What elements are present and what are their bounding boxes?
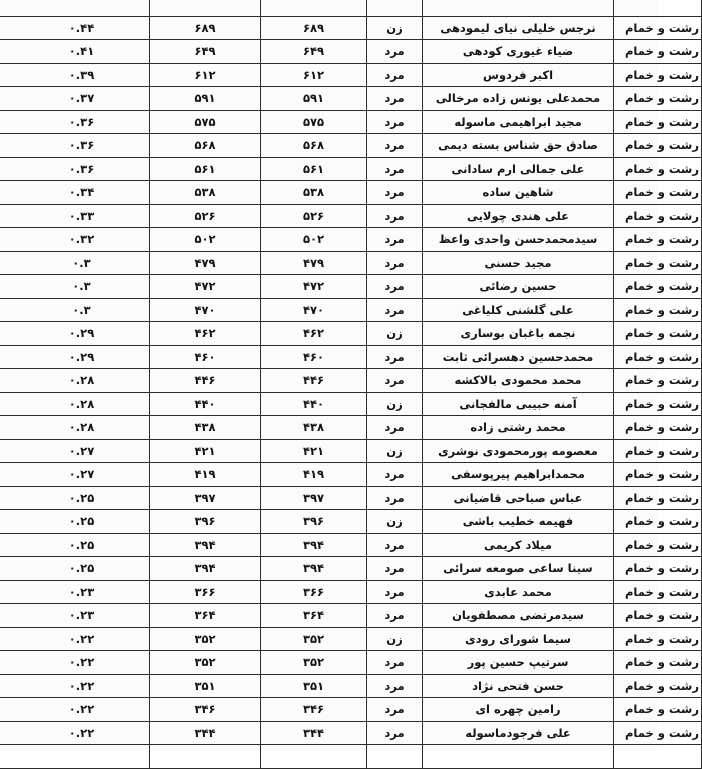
name-cell: آمنه حبیبی مالفجانی	[423, 392, 614, 416]
gender-cell: مرد	[367, 251, 423, 275]
ratio-cell	[0, 0, 150, 16]
city-cell: رشت و خمام	[614, 16, 702, 40]
gender-cell: مرد	[367, 369, 423, 393]
ratio-cell: ۰.۳۶	[0, 157, 150, 181]
votes-cell: ۴۶۲	[261, 322, 367, 346]
gender-cell: مرد	[367, 651, 423, 675]
city-cell: رشت و خمام	[614, 627, 702, 651]
city-cell: رشت و خمام	[614, 345, 702, 369]
votes-cell: ۴۴۶	[261, 369, 367, 393]
city-cell: رشت و خمام	[614, 416, 702, 440]
votes-cell: ۶۱۲	[261, 63, 367, 87]
ratio-cell: ۰.۳۶	[0, 110, 150, 134]
city-cell: رشت و خمام	[614, 228, 702, 252]
votes-cell: ۳۵۱	[261, 674, 367, 698]
votes-cell: ۶۱۲	[150, 63, 261, 87]
table-row	[0, 698, 702, 722]
votes-cell: ۶۸۹	[261, 16, 367, 40]
ratio-cell: ۰.۳۲	[0, 228, 150, 252]
gender-cell: مرد	[367, 228, 423, 252]
ratio-cell: ۰.۲۲	[0, 721, 150, 745]
table-row	[0, 322, 702, 346]
city-cell: رشت و خمام	[614, 510, 702, 534]
name-cell: عباس صباحی قاضیانی	[423, 486, 614, 510]
name-cell: معصومه پورمحمودی نوشری	[423, 439, 614, 463]
table-row	[0, 0, 702, 16]
votes-cell	[261, 0, 367, 16]
name-cell: محمدعلی یونس زاده مرخالی	[423, 87, 614, 111]
votes-cell: ۳۴۶	[150, 698, 261, 722]
votes-cell: ۳۹۷	[261, 486, 367, 510]
name-cell: شاهین ساده	[423, 181, 614, 205]
gender-cell: زن	[367, 392, 423, 416]
ratio-cell	[0, 745, 150, 769]
table-row	[0, 228, 702, 252]
votes-cell: ۳۹۴	[150, 557, 261, 581]
name-cell: علی جمالی ارم سادانی	[423, 157, 614, 181]
votes-cell: ۴۶۰	[150, 345, 261, 369]
ratio-cell: ۰.۴۴	[0, 16, 150, 40]
table-row	[0, 204, 702, 228]
city-cell: رشت و خمام	[614, 204, 702, 228]
table-row	[0, 486, 702, 510]
votes-cell: ۴۶۰	[261, 345, 367, 369]
city-cell: رشت و خمام	[614, 63, 702, 87]
votes-cell: ۳۹۶	[261, 510, 367, 534]
gender-cell: مرد	[367, 134, 423, 158]
ratio-cell: ۰.۲۵	[0, 510, 150, 534]
name-cell: ضیاء غیوری کودهی	[423, 40, 614, 64]
name-cell: سیدمرتضی مصطفویان	[423, 604, 614, 628]
ratio-cell: ۰.۲۹	[0, 322, 150, 346]
table-row	[0, 16, 702, 40]
name-cell: مجید ابراهیمی ماسوله	[423, 110, 614, 134]
gender-cell	[367, 745, 423, 769]
ratio-cell: ۰.۴۱	[0, 40, 150, 64]
votes-cell: ۵۰۲	[261, 228, 367, 252]
votes-cell: ۵۲۶	[150, 204, 261, 228]
city-cell: رشت و خمام	[614, 721, 702, 745]
gender-cell: مرد	[367, 157, 423, 181]
gender-cell: مرد	[367, 345, 423, 369]
votes-cell: ۶۸۹	[150, 16, 261, 40]
gender-cell: مرد	[367, 604, 423, 628]
table-row	[0, 157, 702, 181]
city-cell: رشت و خمام	[614, 369, 702, 393]
gender-cell: مرد	[367, 87, 423, 111]
name-cell: محمدابراهیم پیرپوسفی	[423, 463, 614, 487]
name-cell: میلاد کریمی	[423, 533, 614, 557]
ratio-cell: ۰.۲۸	[0, 369, 150, 393]
name-cell: محمد عابدی	[423, 580, 614, 604]
votes-cell: ۵۹۱	[261, 87, 367, 111]
gender-cell: مرد	[367, 298, 423, 322]
table-row	[0, 557, 702, 581]
ratio-cell: ۰.۲۲	[0, 627, 150, 651]
ratio-cell: ۰.۲۵	[0, 533, 150, 557]
name-cell: حسن فتحی نژاد	[423, 674, 614, 698]
city-cell: رشت و خمام	[614, 651, 702, 675]
votes-cell: ۳۹۴	[261, 533, 367, 557]
city-cell: رشت و خمام	[614, 392, 702, 416]
table-row	[0, 627, 702, 651]
votes-cell: ۳۹۶	[150, 510, 261, 534]
votes-cell: ۵۲۶	[261, 204, 367, 228]
name-cell: نجمه باغبان بوساری	[423, 322, 614, 346]
votes-cell: ۶۴۹	[150, 40, 261, 64]
votes-cell: ۳۶۶	[261, 580, 367, 604]
votes-cell: ۳۹۴	[150, 533, 261, 557]
votes-cell: ۵۳۸	[150, 181, 261, 205]
gender-cell: زن	[367, 439, 423, 463]
name-cell: علی گلشنی کلیاغی	[423, 298, 614, 322]
table-row	[0, 134, 702, 158]
gender-cell: مرد	[367, 557, 423, 581]
votes-cell: ۵۶۱	[261, 157, 367, 181]
votes-cell: ۴۷۰	[150, 298, 261, 322]
gender-cell: مرد	[367, 580, 423, 604]
name-cell	[423, 0, 614, 16]
votes-cell: ۳۶۴	[150, 604, 261, 628]
ratio-cell: ۰.۲۸	[0, 392, 150, 416]
ratio-cell: ۰.۲۳	[0, 580, 150, 604]
name-cell: محمدحسین دهسرائی ثابت	[423, 345, 614, 369]
city-cell: رشت و خمام	[614, 486, 702, 510]
gender-cell: مرد	[367, 181, 423, 205]
gender-cell: مرد	[367, 416, 423, 440]
ratio-cell: ۰.۲۹	[0, 345, 150, 369]
table-row	[0, 674, 702, 698]
votes-cell: ۵۶۱	[150, 157, 261, 181]
table-row	[0, 298, 702, 322]
ratio-cell: ۰.۳۶	[0, 134, 150, 158]
name-cell	[423, 745, 614, 769]
name-cell: صادق حق شناس بسته دیمی	[423, 134, 614, 158]
table-row	[0, 439, 702, 463]
votes-cell: ۳۵۲	[261, 651, 367, 675]
city-cell: رشت و خمام	[614, 322, 702, 346]
votes-cell: ۳۶۶	[150, 580, 261, 604]
table-row	[0, 416, 702, 440]
votes-cell: ۳۴۶	[261, 698, 367, 722]
gender-cell: زن	[367, 322, 423, 346]
table-row	[0, 392, 702, 416]
name-cell: اکبر فردوس	[423, 63, 614, 87]
table-row	[0, 463, 702, 487]
votes-cell: ۴۳۸	[150, 416, 261, 440]
votes-cell: ۳۵۲	[150, 651, 261, 675]
votes-cell: ۵۷۵	[150, 110, 261, 134]
gender-cell: مرد	[367, 721, 423, 745]
name-cell: حسین رضائی	[423, 275, 614, 299]
votes-cell: ۴۷۹	[150, 251, 261, 275]
city-cell: رشت و خمام	[614, 698, 702, 722]
votes-cell: ۳۵۱	[150, 674, 261, 698]
ratio-cell: ۰.۳	[0, 298, 150, 322]
votes-cell: ۴۷۰	[261, 298, 367, 322]
city-cell: رشت و خمام	[614, 674, 702, 698]
votes-cell: ۳۵۲	[261, 627, 367, 651]
table-row	[0, 63, 702, 87]
gender-cell: زن	[367, 510, 423, 534]
name-cell: رامین چهره ای	[423, 698, 614, 722]
votes-cell	[150, 745, 261, 769]
votes-cell: ۴۱۹	[261, 463, 367, 487]
gender-cell: مرد	[367, 698, 423, 722]
name-cell: مجید حسنی	[423, 251, 614, 275]
table-row	[0, 745, 702, 769]
city-cell: رشت و خمام	[614, 604, 702, 628]
votes-cell	[150, 0, 261, 16]
votes-cell: ۴۲۱	[261, 439, 367, 463]
ratio-cell: ۰.۳۳	[0, 204, 150, 228]
gender-cell: زن	[367, 627, 423, 651]
votes-cell: ۴۴۰	[261, 392, 367, 416]
name-cell: سرتیپ حسین پور	[423, 651, 614, 675]
table-row	[0, 275, 702, 299]
table-row	[0, 87, 702, 111]
ratio-cell: ۰.۲۳	[0, 604, 150, 628]
votes-cell: ۵۰۲	[150, 228, 261, 252]
table-row	[0, 510, 702, 534]
votes-cell: ۴۱۹	[150, 463, 261, 487]
table-row	[0, 40, 702, 64]
name-cell: سیدمحمدحسن واحدی واعظ	[423, 228, 614, 252]
ratio-cell: ۰.۳	[0, 251, 150, 275]
city-cell	[614, 745, 702, 769]
votes-cell: ۴۶۲	[150, 322, 261, 346]
table-row	[0, 721, 702, 745]
ratio-cell: ۰.۳۴	[0, 181, 150, 205]
votes-cell: ۵۶۸	[150, 134, 261, 158]
ratio-cell: ۰.۲۲	[0, 698, 150, 722]
votes-cell: ۶۴۹	[261, 40, 367, 64]
votes-cell: ۴۷۲	[150, 275, 261, 299]
table-row	[0, 533, 702, 557]
gender-cell: مرد	[367, 110, 423, 134]
city-cell: رشت و خمام	[614, 580, 702, 604]
gender-cell: مرد	[367, 63, 423, 87]
gender-cell: مرد	[367, 674, 423, 698]
city-cell: رشت و خمام	[614, 157, 702, 181]
ratio-cell: ۰.۳	[0, 275, 150, 299]
votes-cell: ۴۴۰	[150, 392, 261, 416]
votes-cell: ۳۶۴	[261, 604, 367, 628]
ratio-cell: ۰.۳۷	[0, 87, 150, 111]
table-row	[0, 651, 702, 675]
table-row	[0, 580, 702, 604]
votes-cell: ۳۹۷	[150, 486, 261, 510]
table-row	[0, 369, 702, 393]
name-cell: علی فرجودماسوله	[423, 721, 614, 745]
table-row	[0, 110, 702, 134]
city-cell: رشت و خمام	[614, 463, 702, 487]
votes-cell: ۴۲۱	[150, 439, 261, 463]
ratio-cell: ۰.۳۹	[0, 63, 150, 87]
table-row	[0, 604, 702, 628]
city-cell: رشت و خمام	[614, 557, 702, 581]
table-row	[0, 181, 702, 205]
votes-cell: ۳۴۴	[150, 721, 261, 745]
votes-cell: ۴۷۹	[261, 251, 367, 275]
city-cell: رشت و خمام	[614, 40, 702, 64]
city-cell: رشت و خمام	[614, 439, 702, 463]
votes-cell: ۵۳۸	[261, 181, 367, 205]
votes-cell	[261, 745, 367, 769]
votes-cell: ۳۴۴	[261, 721, 367, 745]
city-cell: رشت و خمام	[614, 275, 702, 299]
gender-cell: مرد	[367, 463, 423, 487]
ratio-cell: ۰.۲۵	[0, 486, 150, 510]
votes-cell: ۳۹۴	[261, 557, 367, 581]
ratio-cell: ۰.۲۵	[0, 557, 150, 581]
city-cell	[614, 0, 702, 16]
city-cell: رشت و خمام	[614, 298, 702, 322]
ratio-cell: ۰.۲۲	[0, 674, 150, 698]
name-cell: علی هندی چولایی	[423, 204, 614, 228]
ratio-cell: ۰.۲۲	[0, 651, 150, 675]
name-cell: فهیمه خطیب باشی	[423, 510, 614, 534]
ratio-cell: ۰.۲۷	[0, 439, 150, 463]
gender-cell: مرد	[367, 204, 423, 228]
ratio-cell: ۰.۲۷	[0, 463, 150, 487]
name-cell: سیما شورای رودی	[423, 627, 614, 651]
gender-cell: مرد	[367, 40, 423, 64]
city-cell: رشت و خمام	[614, 533, 702, 557]
table-row	[0, 345, 702, 369]
votes-cell: ۴۳۸	[261, 416, 367, 440]
votes-cell: ۴۷۲	[261, 275, 367, 299]
votes-cell: ۵۶۸	[261, 134, 367, 158]
city-cell: رشت و خمام	[614, 251, 702, 275]
votes-cell: ۳۵۲	[150, 627, 261, 651]
gender-cell: مرد	[367, 533, 423, 557]
table-row	[0, 251, 702, 275]
gender-cell: مرد	[367, 275, 423, 299]
city-cell: رشت و خمام	[614, 134, 702, 158]
gender-cell	[367, 0, 423, 16]
name-cell: محمد رشتی زاده	[423, 416, 614, 440]
votes-cell: ۵۹۱	[150, 87, 261, 111]
votes-cell: ۵۷۵	[261, 110, 367, 134]
votes-cell: ۴۴۶	[150, 369, 261, 393]
name-cell: سینا ساعی صومعه سرائی	[423, 557, 614, 581]
name-cell: محمد محمودی بالاکشه	[423, 369, 614, 393]
name-cell: نرجس خلیلی نیای لیمودهی	[423, 16, 614, 40]
gender-cell: مرد	[367, 486, 423, 510]
ratio-cell: ۰.۲۸	[0, 416, 150, 440]
city-cell: رشت و خمام	[614, 87, 702, 111]
gender-cell: زن	[367, 16, 423, 40]
city-cell: رشت و خمام	[614, 181, 702, 205]
city-cell: رشت و خمام	[614, 110, 702, 134]
